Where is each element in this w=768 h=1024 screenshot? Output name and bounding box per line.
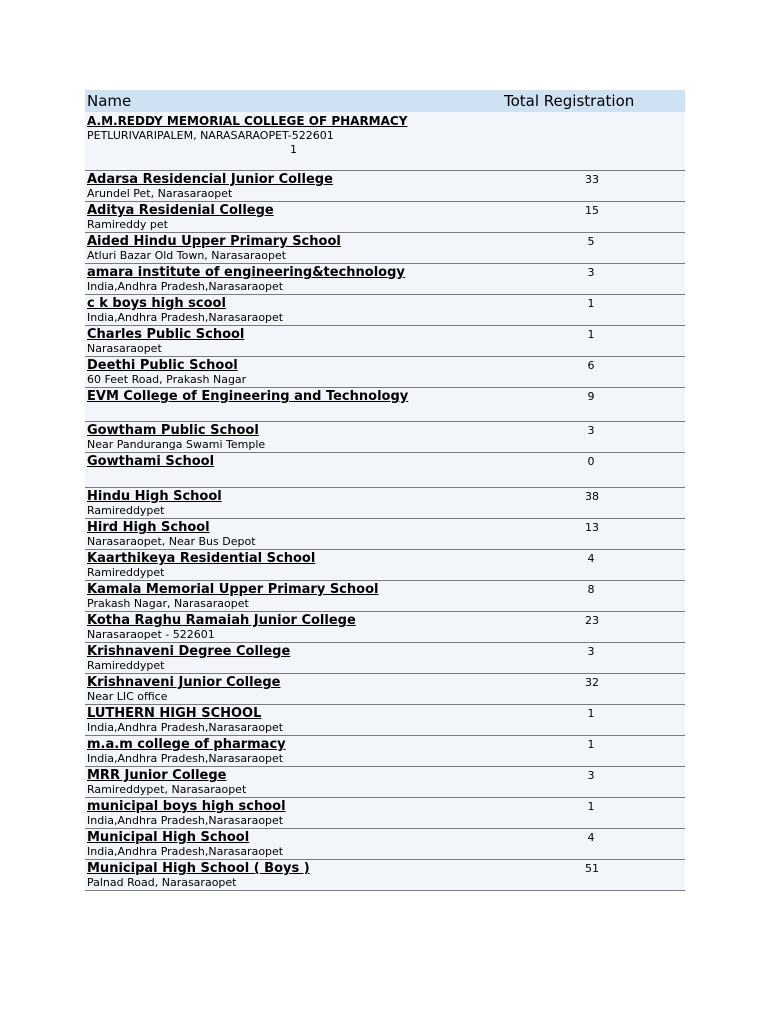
school-address: India,Andhra Pradesh,Narasaraopet [87,814,284,827]
school-address: Ramireddypet, Narasaraopet [87,783,247,796]
table-row [85,357,685,388]
table-row [85,422,685,453]
table-row [85,581,685,612]
table-row [85,829,685,860]
school-address: India,Andhra Pradesh,Narasaraopet [87,845,284,858]
school-name-link[interactable]: Kaarthikeya Residential School [87,551,316,566]
total-registration-value: 1 [587,800,595,813]
table-row [85,674,685,705]
total-registration-value: 33 [585,173,599,186]
school-address: Narasaraopet - 522601 [87,628,215,641]
total-registration-value: 1 [587,297,595,310]
total-registration-value: 1 [290,143,297,156]
name-column-header: Name [87,92,132,110]
school-name-link[interactable]: Hird High School [87,520,210,535]
total-registration-value: 9 [587,390,595,403]
registration-table [85,90,685,891]
table-row [85,612,685,643]
school-name-link[interactable]: Gowthami School [87,454,215,469]
school-name-link[interactable]: m.a.m college of pharmacy [87,737,286,752]
school-name-link[interactable]: Kamala Memorial Upper Primary School [87,582,379,597]
school-address: Atluri Bazar Old Town, Narasaraopet [87,249,287,262]
school-name-link[interactable]: Krishnaveni Junior College [87,675,281,690]
school-name-link[interactable]: Aided Hindu Upper Primary School [87,234,341,249]
total-registration-value: 0 [587,455,595,468]
table-row [85,388,685,422]
table-row [85,798,685,829]
total-registration-value: 1 [587,707,595,720]
total-registration-value: 13 [585,521,599,534]
total-registration-value: 8 [587,583,595,596]
school-name-link[interactable]: Municipal High School [87,830,250,845]
school-address: India,Andhra Pradesh,Narasaraopet [87,752,284,765]
school-name-link[interactable]: Municipal High School ( Boys ) [87,861,310,876]
table-row [85,550,685,581]
school-name-link[interactable]: A.M.REDDY MEMORIAL COLLEGE OF PHARMACY [87,114,408,128]
school-name-link[interactable]: MRR Junior College [87,768,227,783]
school-address: Palnad Road, Narasaraopet [87,876,237,889]
school-address: Arundel Pet, Narasaraopet [87,187,233,200]
total-registration-column-header: Total Registration [504,92,635,110]
school-name-link[interactable]: EVM College of Engineering and Technology [87,389,409,404]
table-body [85,112,685,891]
total-registration-value: 3 [587,424,595,437]
table-row [85,488,685,519]
total-registration-value: 1 [587,328,595,341]
table-row [85,112,685,171]
school-name-link[interactable]: Deethi Public School [87,358,238,373]
table-row [85,326,685,357]
school-address: India,Andhra Pradesh,Narasaraopet [87,311,284,324]
school-name-link[interactable]: municipal boys high school [87,799,286,814]
total-registration-value: 3 [587,266,595,279]
school-address: India,Andhra Pradesh,Narasaraopet [87,280,284,293]
school-address: Ramireddy pet [87,218,168,231]
total-registration-value: 15 [585,204,599,217]
total-registration-value: 4 [587,552,595,565]
school-address: Ramireddypet [87,566,165,579]
table-header [85,90,685,112]
table-row [85,453,685,488]
school-name-link[interactable]: amara institute of engineering&technology [87,265,405,280]
school-address: 60 Feet Road, Prakash Nagar [87,373,247,386]
table-row [85,705,685,736]
school-address [85,469,685,489]
table-row [85,643,685,674]
table-row [85,171,685,202]
school-address: Prakash Nagar, Narasaraopet [87,597,249,610]
school-address: Ramireddypet [87,504,165,517]
table-row [85,736,685,767]
total-registration-value: 3 [587,769,595,782]
school-address [85,404,685,422]
school-address: India,Andhra Pradesh,Narasaraopet [87,721,284,734]
total-registration-value: 23 [585,614,599,627]
table-row [85,295,685,326]
total-registration-value: 51 [585,862,599,875]
school-name-link[interactable]: Gowtham Public School [87,423,259,438]
school-address: Near Panduranga Swami Temple [87,438,266,451]
school-name-link[interactable]: Aditya Residenial College [87,203,274,218]
table-row [85,767,685,798]
total-registration-value: 38 [585,490,599,503]
total-registration-value: 32 [585,676,599,689]
table-row [85,233,685,264]
school-name-link[interactable]: LUTHERN HIGH SCHOOL [87,706,262,721]
school-name-link[interactable]: Krishnaveni Degree College [87,644,291,659]
table-row [85,519,685,550]
school-name-link[interactable]: Adarsa Residencial Junior College [87,172,333,187]
total-registration-value: 5 [587,235,595,248]
total-registration-value: 4 [587,831,595,844]
school-name-link[interactable]: Kotha Raghu Ramaiah Junior College [87,613,356,628]
total-registration-value: 6 [587,359,595,372]
school-address: Near LIC office [87,690,168,703]
school-address: PETLURIVARIPALEM, NARASARAOPET-522601 [87,129,334,142]
table-row [85,860,685,891]
school-address: Ramireddypet [87,659,165,672]
table-row [85,202,685,233]
school-address: Narasaraopet [87,342,162,355]
table-row [85,264,685,295]
school-name-link[interactable]: c k boys high scool [87,296,226,311]
total-registration-value: 3 [587,645,595,658]
school-name-link[interactable]: Hindu High School [87,489,222,504]
school-name-link[interactable]: Charles Public School [87,327,245,342]
total-registration-value: 1 [587,738,595,751]
school-address: Narasaraopet, Near Bus Depot [87,535,256,548]
